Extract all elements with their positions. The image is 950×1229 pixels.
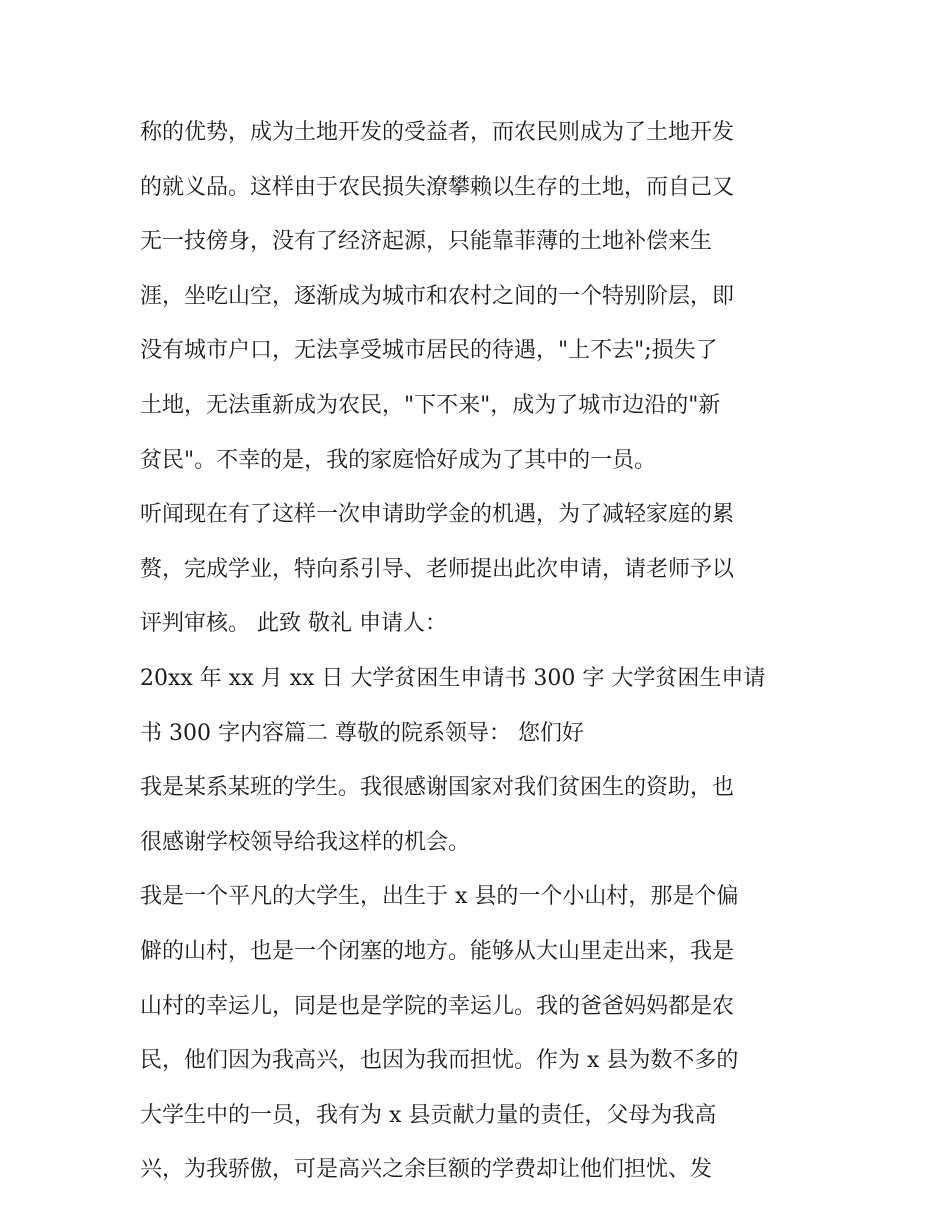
text-line: 大学生中的一员，我有为 x 县贡献力量的责任，父母为我高: [140, 1102, 717, 1128]
text-line: 很感谢学校领导给我这样的机会。: [140, 829, 471, 855]
text-line: 兴，为我骄傲，可是高兴之余巨额的学费却让他们担忧、发: [140, 1157, 713, 1183]
text-line: 我是某系某班的学生。我很感谢国家对我们贫困生的资助，也: [140, 775, 735, 801]
text-line: 僻的山村，也是一个闭塞的地方。能够从大山里走出来，我是: [140, 938, 735, 964]
document-body: [140, 106, 820, 1198]
text-line: 贫民"。不幸的是，我的家庭恰好成为了其中的一员。: [140, 447, 657, 473]
text-line: 山村的幸运儿，同是也是学院的幸运儿。我的爸爸妈妈都是农: [140, 993, 735, 1019]
text-line: 听闻现在有了这样一次申请助学金的机遇，为了减轻家庭的累: [140, 502, 735, 528]
text-line: 土地，无法重新成为农民，"下不来"，成为了城市边沿的"新: [140, 392, 721, 418]
text-line: 赘，完成学业，特向系引导、老师提出此次申请，请老师予以: [140, 556, 735, 582]
text-line: 称的优势，成为土地开发的受益者，而农民则成为了土地开发: [140, 120, 735, 145]
text-line: 涯，坐吃山空，逐渐成为城市和农村之间的一个特别阶层，即: [140, 283, 735, 309]
text-line: 没有城市户口，无法享受城市居民的待遇，"上不去";损失了: [140, 338, 718, 364]
text-line: 民，他们因为我高兴，也因为我而担忧。作为 x 县为数不多的: [140, 1048, 739, 1074]
text-line: 的就义品。这样由于农民损失潦攀赖以生存的土地，而自己又: [140, 174, 735, 200]
text-line: 书 300 字内容篇二 尊敬的院系领导： 您们好: [140, 720, 584, 746]
text-line: 无一技傍身，没有了经济起源，只能靠菲薄的土地补偿来生: [140, 229, 713, 255]
text-line: 评判审核。 此致 敬礼 申请人：: [140, 611, 447, 637]
text-line: 20xx 年 xx 月 xx 日 大学贫困生申请书 300 字 大学贫困生申请: [140, 665, 766, 691]
text-line: 我是一个平凡的大学生，出生于 x 县的一个小山村，那是个偏: [140, 884, 739, 910]
